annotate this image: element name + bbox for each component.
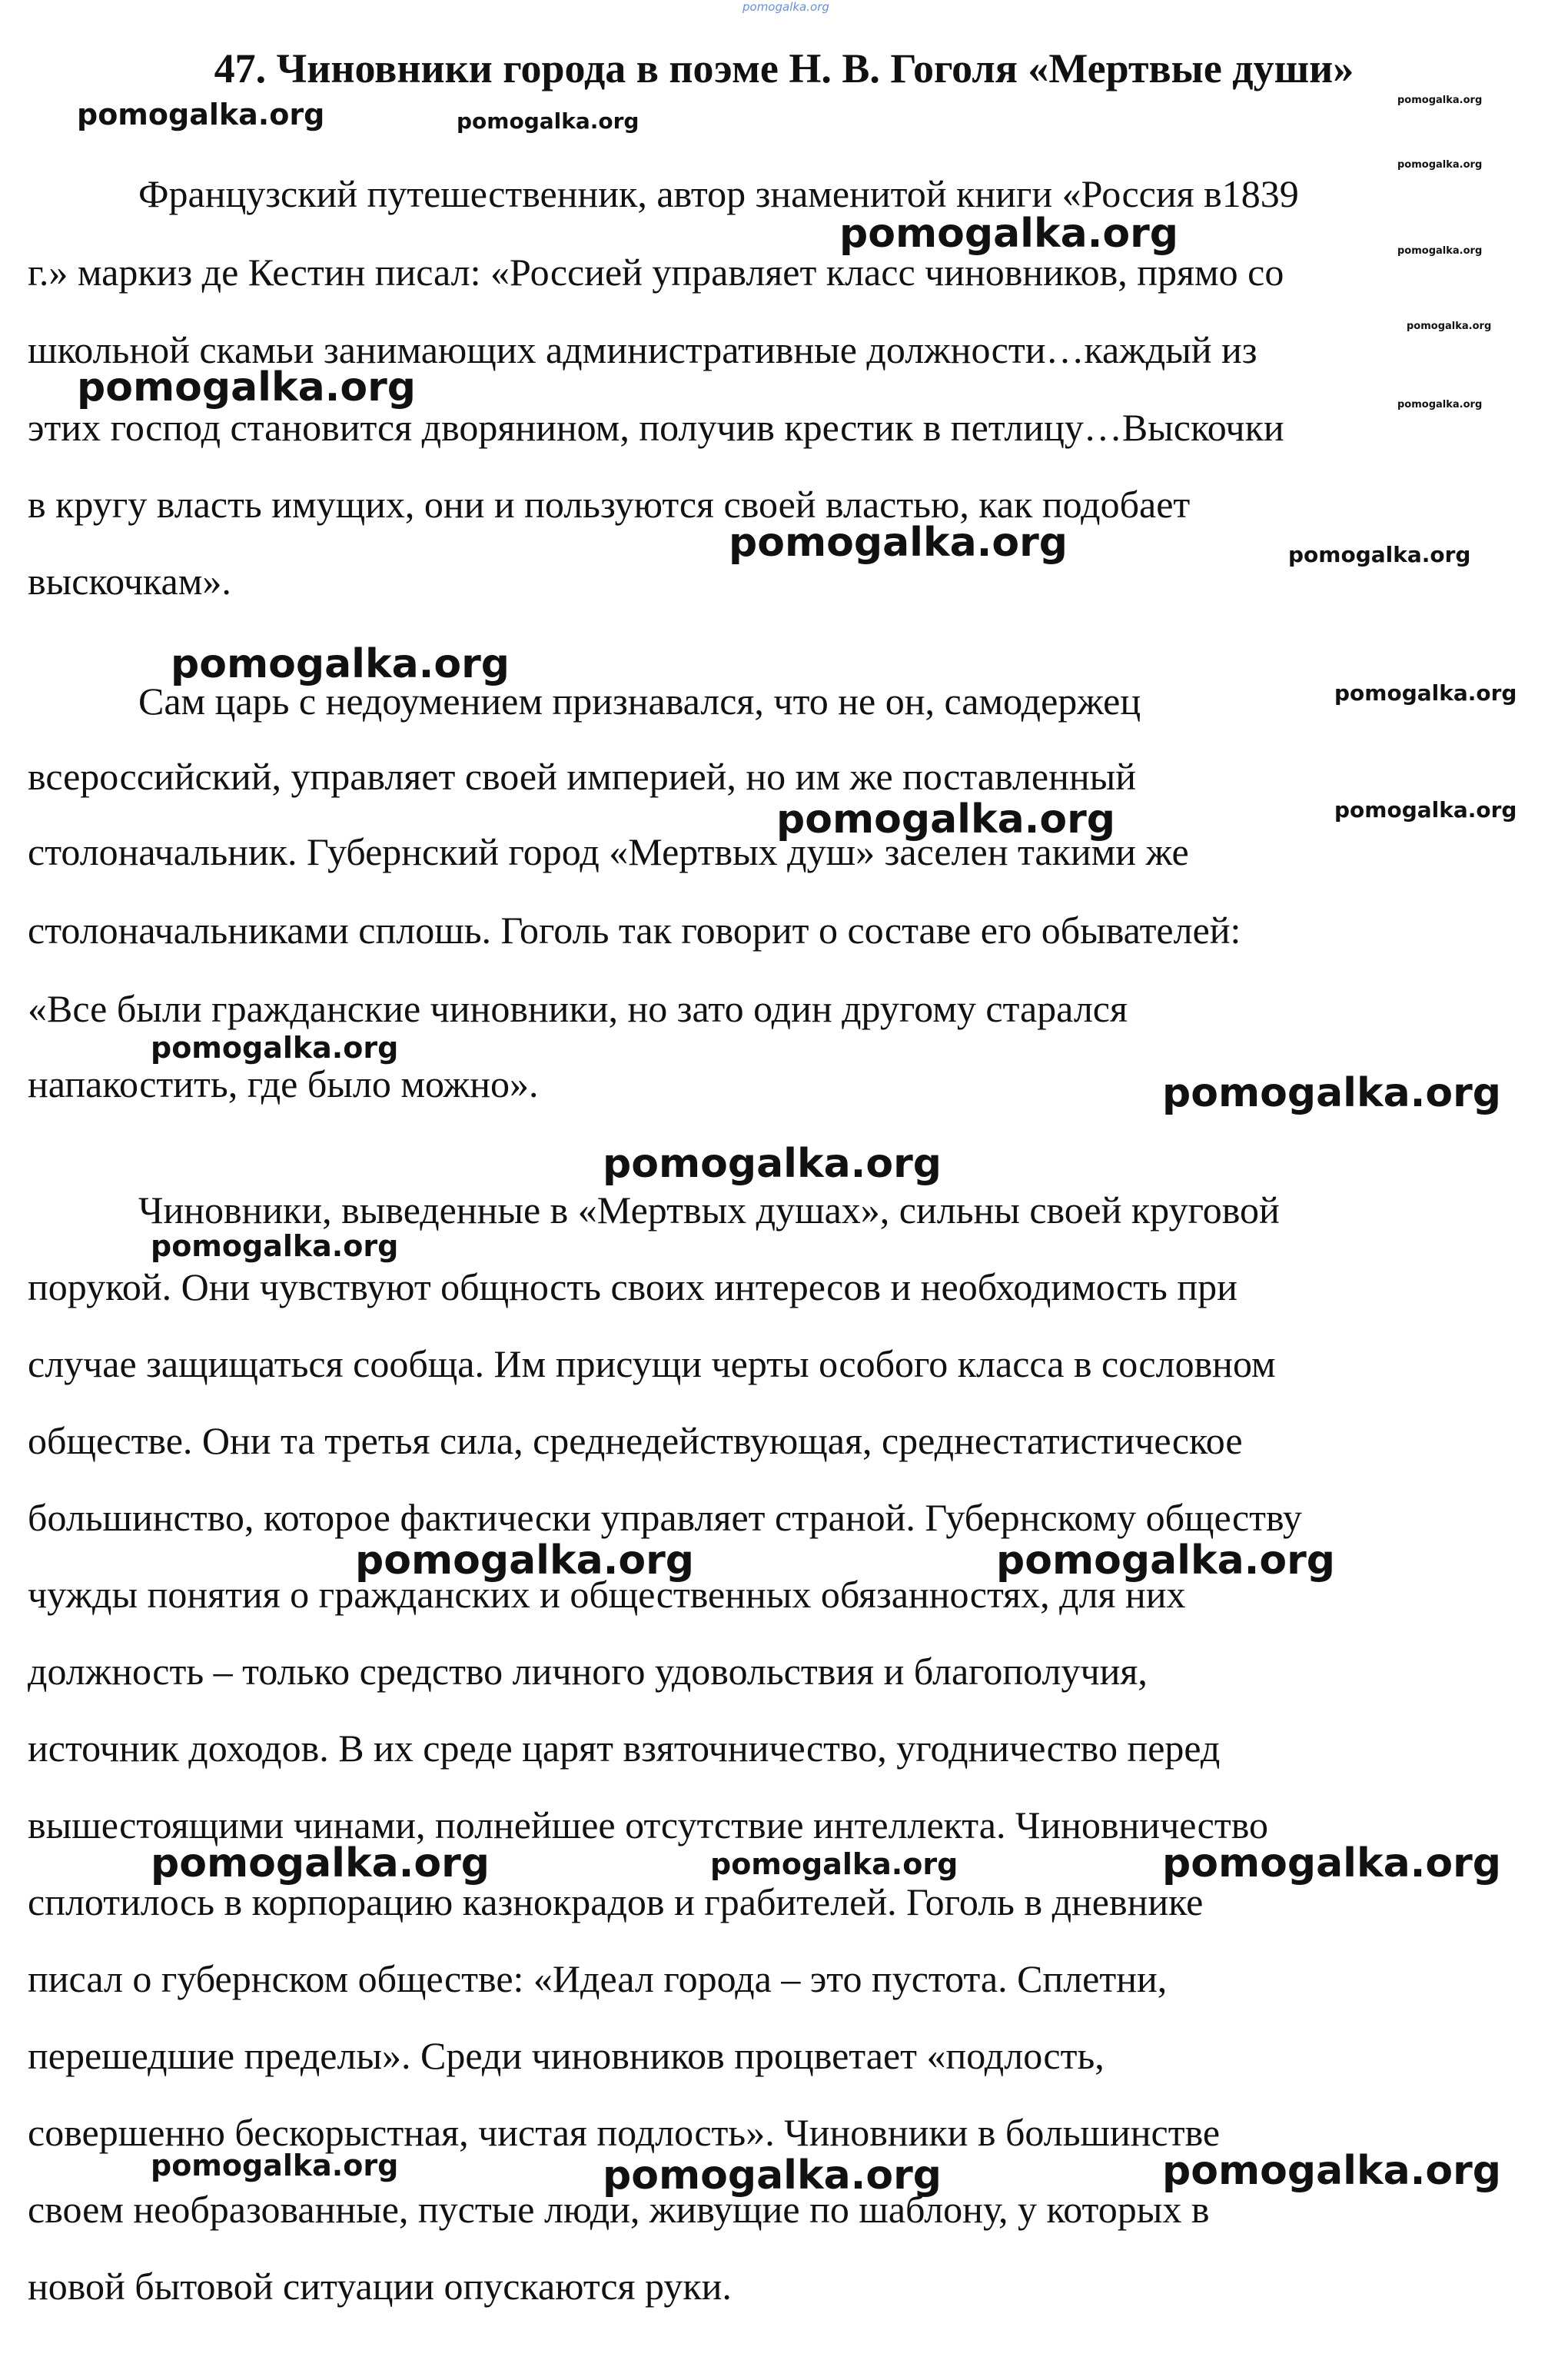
text-line: выскочкам». [28, 560, 231, 603]
text-line: случае защищаться сообща. Им присущи черты особого класса в сословном [28, 1342, 1276, 1385]
text-line: школьной скамьи занимающих административные должности…каждый из [28, 328, 1257, 371]
watermark: pomogalka.org [1407, 321, 1492, 332]
text-line: писал о губернском обществе: «Идеал города – это пустота. Сплетни, [28, 1957, 1168, 2000]
text-line: должность – только средство личного удовольствия и благополучия, [28, 1650, 1148, 1693]
watermark: pomogalka.org [1288, 542, 1471, 567]
watermark: pomogalka.org [171, 641, 510, 687]
watermark: pomogalka.org [1397, 245, 1483, 257]
watermark: pomogalka.org [603, 2152, 942, 2199]
text-line: вышестоящими чинами, полнейшее отсутствие интеллекта. Чиновничество [28, 1803, 1268, 1846]
text-line: источник доходов. В их среде царят взяточничество, угодничество перед [28, 1727, 1221, 1770]
text-line: г.» маркиз де Кестин писал: «Россией управляет класс чиновников, прямо со [28, 251, 1284, 294]
watermark: pomogalka.org [77, 364, 417, 411]
watermark: pomogalka.org [1162, 1840, 1502, 1886]
text-line: столоначальник. Губернский город «Мертвых душ» заселен такими же [28, 830, 1189, 873]
watermark: pomogalka.org [742, 0, 829, 14]
watermark: pomogalka.org [839, 211, 1179, 257]
watermark: pomogalka.org [1397, 159, 1483, 171]
watermark: pomogalka.org [603, 1141, 942, 1187]
text-line: всероссийский, управляет своей империей, но им же поставленный [28, 755, 1136, 798]
watermark: pomogalka.org [710, 1847, 958, 1881]
watermark: pomogalka.org [151, 1840, 490, 1886]
text-line: новой бытовой ситуации опускаются руки. [28, 2265, 732, 2308]
text-line: напакостить, где было можно». [28, 1062, 539, 1105]
watermark: pomogalka.org [729, 520, 1068, 566]
text-line: совершенно бескорыстная, чистая подлость». Чиновники в большинстве [28, 2111, 1221, 2154]
watermark: pomogalka.org [457, 108, 639, 134]
text-line: этих господ становится дворянином, получив крестик в петлицу…Выскочки [28, 406, 1284, 449]
text-line: перешедшие пределы». Среди чиновников процветает «подлость, [28, 2034, 1105, 2077]
text-line: порукой. Они чувствуют общность своих интересов и необходимость при [28, 1265, 1237, 1308]
watermark: pomogalka.org [996, 1537, 1336, 1584]
text-line: обществе. Они та третья сила, среднедействующая, среднестатистическое [28, 1419, 1243, 1462]
watermark: pomogalka.org [151, 2149, 399, 2182]
text-line: Французский путешественник, автор знаменитой книги «Россия в1839 [138, 172, 1299, 215]
watermark: pomogalka.org [151, 1031, 399, 1065]
text-line: «Все были гражданские чиновники, но зато один другому старался [28, 987, 1128, 1030]
watermark: pomogalka.org [1397, 399, 1483, 411]
watermark: pomogalka.org [1162, 2148, 1502, 2194]
text-line: в кругу власть имущих, они и пользуются своей властью, как подобает [28, 483, 1191, 526]
watermark: pomogalka.org [77, 98, 325, 131]
text-line: Сам царь с недоумением признавался, что не он, самодержец [138, 680, 1141, 723]
watermark: pomogalka.org [776, 796, 1116, 843]
watermark: pomogalka.org [1334, 680, 1517, 706]
watermark: pomogalka.org [1334, 797, 1517, 823]
text-line: своем необразованные, пустые люди, живущие по шаблону, у которых в [28, 2188, 1210, 2231]
page-title: 47. Чиновники города в поэме Н. В. Гоголя «Мертвые души» [214, 45, 1354, 91]
watermark: pomogalka.org [355, 1537, 695, 1584]
text-line: сплотилось в корпорацию казнокрадов и грабителей. Гоголь в дневнике [28, 1880, 1204, 1923]
text-line: чужды понятия о гражданских и общественных обязанностях, для них [28, 1573, 1186, 1616]
text-line: большинство, которое фактически управляет страной. Губернскому обществу [28, 1496, 1302, 1539]
watermark: pomogalka.org [151, 1229, 399, 1263]
watermark: pomogalka.org [1397, 95, 1483, 106]
watermark: pomogalka.org [1162, 1070, 1502, 1116]
text-line: столоначальниками сплошь. Гоголь так говорит о составе его обывателей: [28, 909, 1241, 952]
text-line: Чиновники, выведенные в «Мертвых душах», сильны своей круговой [138, 1188, 1280, 1232]
